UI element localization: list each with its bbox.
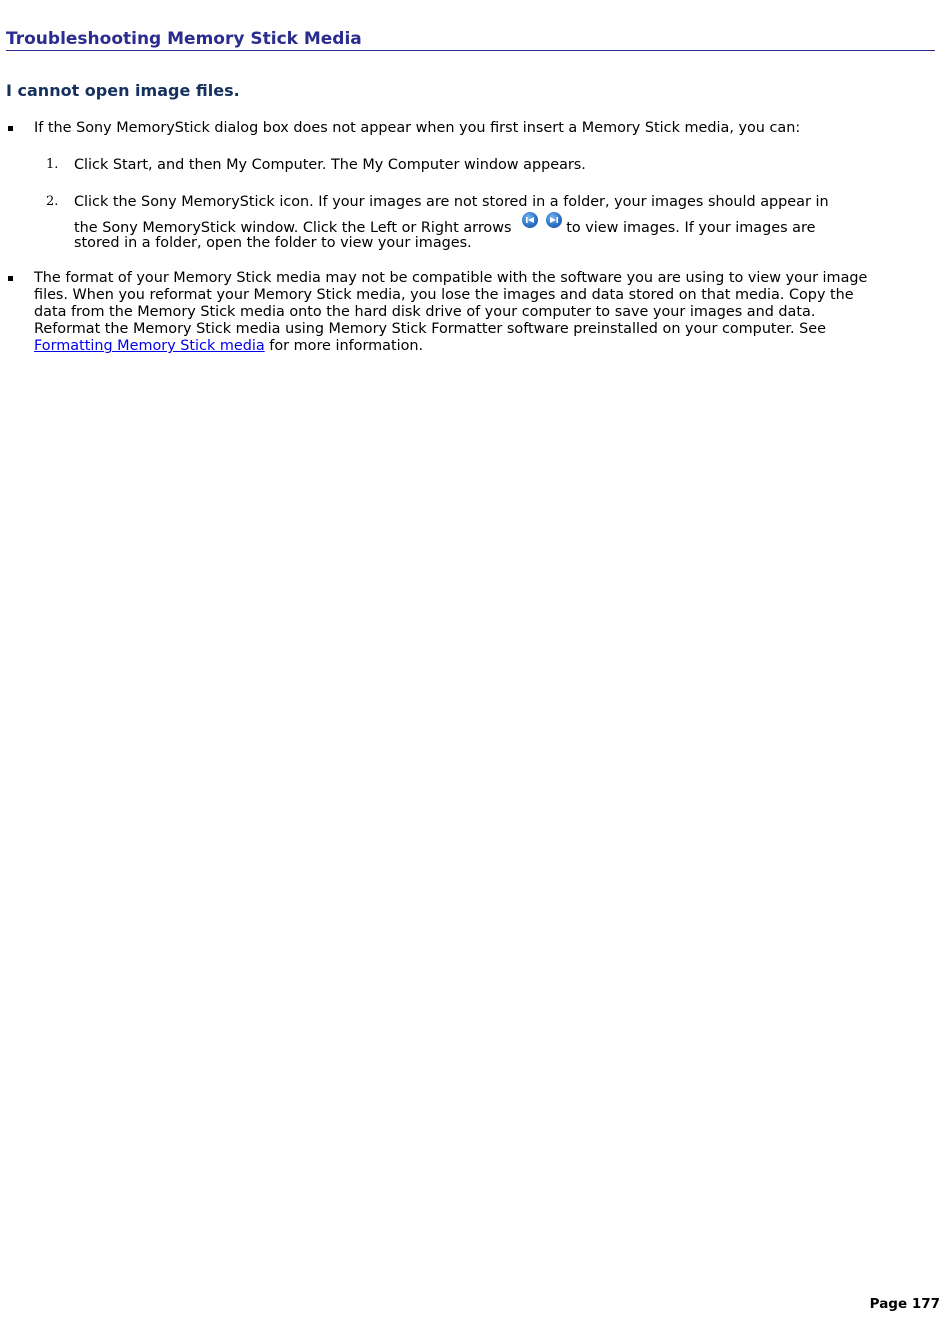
step-text-2-line3: stored in a folder, open the folder to view your images. xyxy=(74,235,472,251)
step-text-2-after-arrows: to view images. If your images are xyxy=(566,220,816,236)
left-arrow-icon xyxy=(522,212,538,228)
right-arrow-icon xyxy=(546,212,562,228)
bullet-square-icon xyxy=(6,274,14,282)
step-text-1: Click Start, and then My Computer. The My Computer window appears. xyxy=(74,157,586,173)
format-line-4: Reformat the Memory Stick media using Memory Stick Formatter software preinstalled on your computer. See xyxy=(34,321,827,337)
format-line-3: data from the Memory Stick media onto the hard disk drive of your computer to save your images and data. xyxy=(34,304,816,320)
page-number: Page 177 xyxy=(869,1296,940,1312)
format-line-1: The format of your Memory Stick media may not be compatible with the software you are using to view your image xyxy=(34,270,868,286)
page-title: Troubleshooting Memory Stick Media xyxy=(6,29,935,51)
step-number-1: 1. xyxy=(46,157,59,172)
step-text-2-line1: Click the Sony MemoryStick icon. If your images are not stored in a folder, your images should appear in xyxy=(74,194,829,210)
after-link-text: for more information. xyxy=(264,338,424,354)
bullet-square-icon xyxy=(6,124,14,132)
format-line-2: files. When you reformat your Memory Stick media, you lose the images and data stored on that media. Copy the xyxy=(34,287,854,303)
bullet-item-dialog: If the Sony MemoryStick dialog box does not appear when you first insert a Memory Stick media, you can: xyxy=(34,120,801,136)
step-number-2: 2. xyxy=(46,194,59,209)
format-line-5 xyxy=(34,338,867,355)
step-text-2-before-arrows: the Sony MemoryStick window. Click the Left or Right arrows xyxy=(74,220,512,236)
section-heading: I cannot open image files. xyxy=(6,81,240,100)
bullet-item-format xyxy=(34,270,867,355)
formatting-memory-stick-link[interactable]: Formatting Memory Stick media xyxy=(34,338,265,354)
